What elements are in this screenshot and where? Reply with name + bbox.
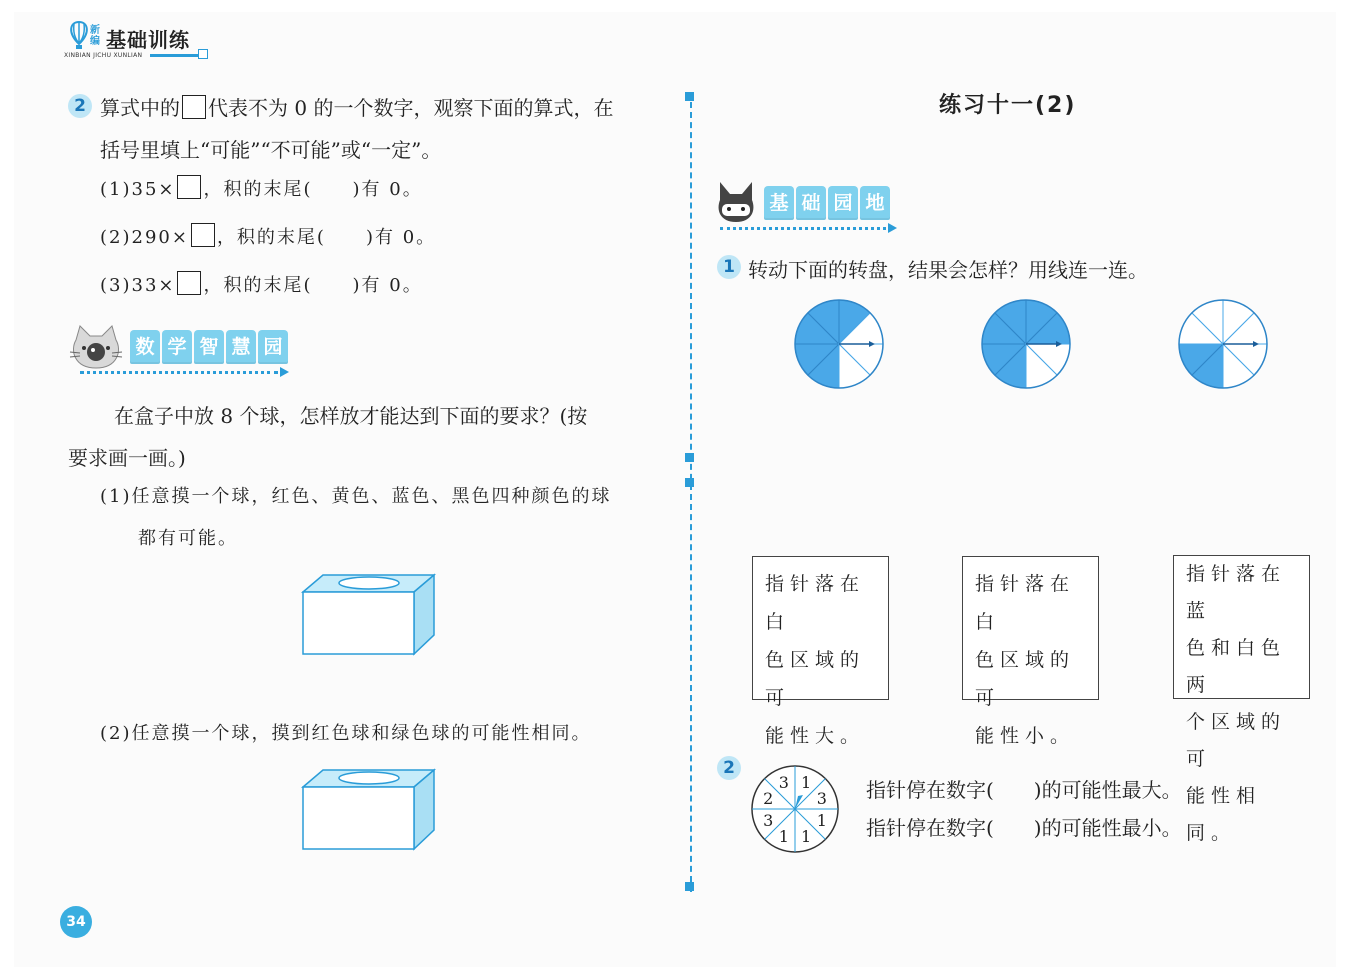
wheel-number: 3 xyxy=(778,773,789,793)
wheel-number: 1 xyxy=(801,773,812,793)
answer-box-1[interactable] xyxy=(177,175,201,199)
page-number: 34 xyxy=(60,906,92,938)
outcome-card-2[interactable] xyxy=(962,556,1099,747)
divider-marker xyxy=(685,453,694,462)
section-banner-math-wisdom xyxy=(130,330,288,364)
banner-tile: 地 xyxy=(860,186,890,220)
spinner-1 xyxy=(792,297,886,391)
brand-underline xyxy=(150,54,198,57)
q2-item-3-suffix: ，积的末尾( )有 0。 xyxy=(203,275,423,296)
intro-line1: 在盒子中放 8 个球，怎样放才能达到下面的要求？(按 xyxy=(114,404,588,428)
cat-mascot-icon xyxy=(68,322,124,374)
outcome-card-1[interactable] xyxy=(752,556,889,747)
card-line: 指针落在白 xyxy=(975,573,1076,633)
digit-box xyxy=(182,95,206,119)
divider-marker xyxy=(685,478,694,487)
q2-right-line1: 指针停在数字( )的可能性最大。 xyxy=(866,778,1182,802)
card-line: 个区域的可 xyxy=(1186,711,1287,770)
q2-item-1 xyxy=(100,175,423,201)
brand-box xyxy=(198,49,208,59)
wheel-number: 2 xyxy=(763,788,774,808)
wheel-number: 1 xyxy=(778,826,789,846)
outcome-card-3[interactable] xyxy=(1173,555,1310,844)
card-line: 能性小。 xyxy=(975,725,1076,747)
q2-line2: 括号里填上“可能”“不可能”或“一定”。 xyxy=(100,138,442,162)
q2-item-1-suffix: ，积的末尾( )有 0。 xyxy=(203,179,423,200)
q2-item-2-suffix: ，积的末尾( )有 0。 xyxy=(216,227,437,248)
card-line: 能性大。 xyxy=(765,725,866,747)
answer-box-2[interactable] xyxy=(191,223,215,247)
card-line: 指针落在白 xyxy=(765,573,866,633)
brand-small: 新编 xyxy=(90,25,100,47)
q2-item-2 xyxy=(100,223,436,249)
requirement-1-line2: 都有可能。 xyxy=(138,528,238,549)
spinner-2 xyxy=(979,297,1073,391)
banner-dotted-line xyxy=(80,371,278,374)
spinner-3 xyxy=(1176,297,1270,391)
card-line: 能性相同。 xyxy=(1186,785,1262,844)
answer-box-3[interactable] xyxy=(177,271,201,295)
banner-tile: 智 xyxy=(194,330,224,364)
brand-title: 基础训练 xyxy=(106,28,190,52)
intro-line2: 要求画一画。) xyxy=(68,446,186,470)
rabbit-mascot-icon xyxy=(714,180,758,226)
banner-tile: 慧 xyxy=(226,330,256,364)
q2-line1-b: 代表不为 0 的一个数字，观察下面的算式，在 xyxy=(208,96,614,120)
q2-right-line2: 指针停在数字( )的可能性最小。 xyxy=(866,816,1182,840)
wheel-number: 1 xyxy=(816,811,827,831)
workbook-page xyxy=(14,12,1336,967)
q2-item-2-prefix: (2)290× xyxy=(100,227,189,248)
card-line: 指针落在蓝 xyxy=(1186,563,1287,622)
banner-dotted-line xyxy=(720,227,886,230)
card-line: 色区域的可 xyxy=(765,649,866,709)
divider-marker xyxy=(685,882,694,891)
q2-item-1-prefix: (1)35× xyxy=(100,179,176,200)
banner-tile: 数 xyxy=(130,330,160,364)
wheel-number: 1 xyxy=(801,826,812,846)
banner-tile: 础 xyxy=(796,186,826,220)
q2-line1 xyxy=(100,92,613,121)
banner-arrow-icon xyxy=(280,367,289,377)
banner-tile: 学 xyxy=(162,330,192,364)
brand-pinyin: XINBIAN JICHU XUNLIAN xyxy=(64,52,143,59)
section-banner-basics xyxy=(764,186,890,220)
q2-item-3-prefix: (3)33× xyxy=(100,275,176,296)
q2-item-3 xyxy=(100,271,423,297)
banner-tile: 基 xyxy=(764,186,794,220)
banner-arrow-icon xyxy=(888,223,897,233)
banner-tile: 园 xyxy=(258,330,288,364)
q2-line1-a: 算式中的 xyxy=(100,96,180,120)
banner-tile: 园 xyxy=(828,186,858,220)
question-number-2-left: 2 xyxy=(68,94,92,118)
question-number-1-right: 1 xyxy=(717,255,741,279)
ball-box-2[interactable] xyxy=(300,767,440,853)
page-divider xyxy=(690,102,692,892)
card-line: 色区域的可 xyxy=(975,649,1076,709)
divider-marker xyxy=(685,92,694,101)
requirement-2: (2)任意摸一个球，摸到红色球和绿色球的可能性相同。 xyxy=(100,723,592,744)
ball-box-1[interactable] xyxy=(300,572,440,658)
requirement-1-line1: (1)任意摸一个球，红色、黄色、蓝色、黑色四种颜色的球 xyxy=(100,486,612,507)
number-wheel xyxy=(749,763,841,855)
card-line: 色和白色两 xyxy=(1186,637,1287,696)
wheel-number: 3 xyxy=(763,811,774,831)
exercise-title: 练习十一(2) xyxy=(939,93,1077,118)
wheel-number: 3 xyxy=(816,788,827,808)
q1-text: 转动下面的转盘，结果会怎样？用线连一连。 xyxy=(748,258,1148,282)
question-number-2-right: 2 xyxy=(717,756,741,780)
